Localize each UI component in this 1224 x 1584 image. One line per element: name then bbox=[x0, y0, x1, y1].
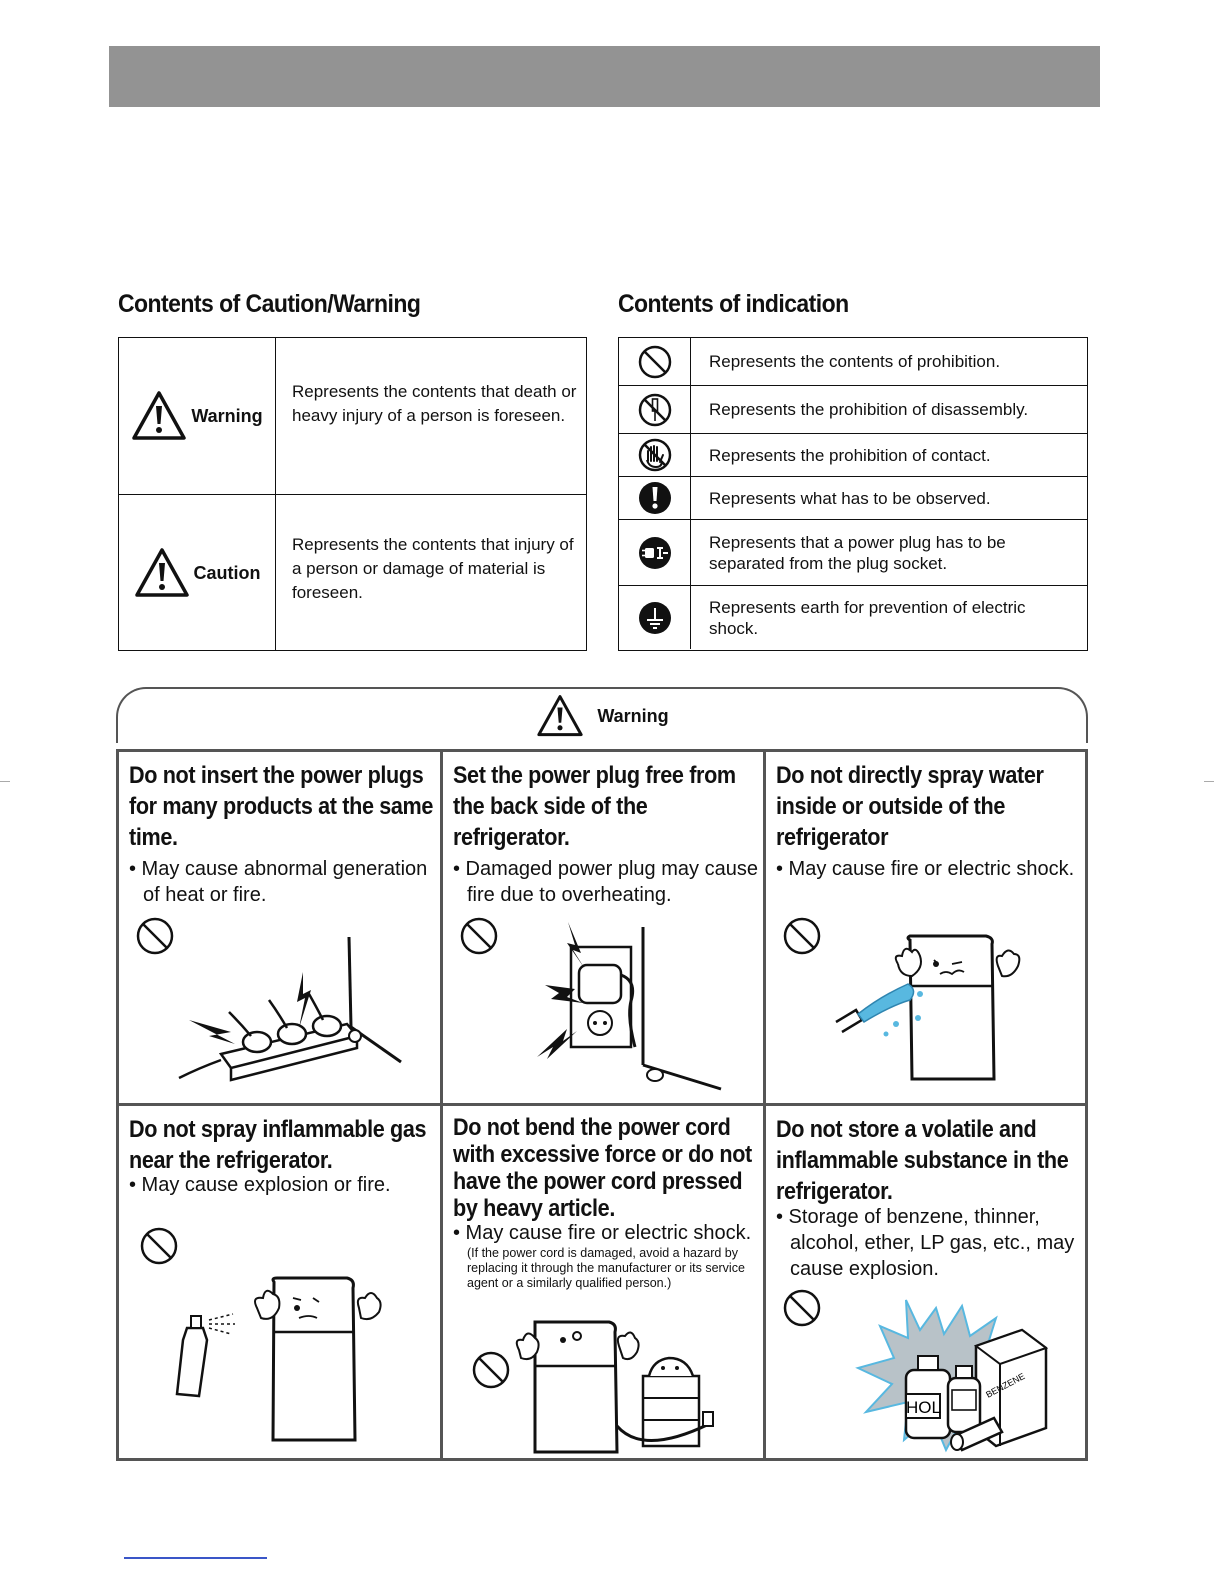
power-strip-illustration bbox=[169, 932, 434, 1092]
warning-cell-volatile-substance bbox=[766, 1106, 1085, 1458]
warning-title: Do not insert the power plugs for many products at the same time. bbox=[129, 762, 434, 851]
benzene-label: BENZENE bbox=[984, 1370, 1027, 1400]
indication-row bbox=[619, 434, 1087, 477]
caution-label: Caution bbox=[193, 562, 261, 583]
indication-row bbox=[619, 477, 1087, 520]
indication-row bbox=[619, 586, 1087, 649]
warning-body: • Damaged power plug may cause fire due to overheating. bbox=[453, 858, 758, 906]
prohibition-icon bbox=[782, 1288, 822, 1328]
warning-body: • May cause fire or electric shock. bbox=[776, 858, 1075, 880]
indication-text: Represents that a power plug has to be separated from the plug socket. bbox=[709, 532, 1006, 573]
alcohol-label: HOL bbox=[906, 1398, 941, 1417]
warning-description: Represents the contents that death or heavy injury of a person is foreseen. bbox=[292, 382, 577, 425]
must-observe-icon bbox=[637, 480, 673, 516]
indication-row bbox=[619, 338, 1087, 386]
indication-text: Represents the contents of prohibition. bbox=[709, 352, 1001, 371]
warning-triangle-icon bbox=[131, 390, 187, 442]
footer-underline bbox=[124, 1557, 267, 1559]
indication-section-title: Contents of indication bbox=[618, 290, 849, 318]
warning-label: Warning bbox=[191, 405, 263, 426]
indication-row bbox=[619, 386, 1087, 434]
warning-cell-power-cord bbox=[443, 1106, 763, 1458]
caution-triangle-icon bbox=[134, 547, 190, 599]
warning-cell-plug-back bbox=[443, 752, 763, 1103]
water-spray-illustration bbox=[826, 924, 1076, 1084]
prohibition-icon bbox=[459, 916, 499, 956]
power-cord-illustration bbox=[513, 1306, 753, 1456]
warning-title: Do not store a volatile and inflammable substance in the refrigerator. bbox=[776, 1116, 1069, 1205]
warning-body: • Storage of benzene, thinner, alcohol, ether, LP gas, etc., may cause explosion. bbox=[776, 1206, 1075, 1280]
warning-row bbox=[119, 338, 586, 494]
caution-description: Represents the contents that injury of a person or damage of material is foreseen. bbox=[292, 535, 574, 602]
caution-row bbox=[119, 494, 586, 651]
warning-cell-multi-plug bbox=[119, 752, 440, 1103]
warning-title: Do not directly spray water inside or outside of the refrigerator bbox=[776, 762, 1044, 851]
warning-body: • May cause fire or electric shock. (If the power cord is damaged, avoid a hazard by replacing it through the manufacturer or its service agent or a similarly qualified person.) bbox=[453, 1220, 763, 1291]
indication-text: Represents the prohibition of contact. bbox=[709, 445, 991, 465]
indication-text: Represents what has to be observed. bbox=[709, 488, 991, 508]
indication-text: Represents earth for prevention of electric shock. bbox=[709, 597, 1026, 638]
no-disassembly-icon bbox=[637, 392, 673, 428]
warnings-grid bbox=[116, 749, 1088, 1461]
header-bar bbox=[109, 46, 1100, 107]
volatile-substances-illustration bbox=[846, 1290, 1074, 1456]
warning-title: Do not spray inflammable gas near the refrigerator. bbox=[129, 1116, 427, 1174]
prohibition-icon bbox=[637, 344, 673, 380]
warning-cell-inflammable-gas bbox=[119, 1106, 440, 1458]
warning-banner-label: Warning bbox=[597, 705, 669, 726]
prohibition-icon bbox=[782, 916, 822, 956]
indication-row bbox=[619, 520, 1087, 586]
warning-title: Do not bend the power cord with excessive force or do not have the power cord pressed by heavy article. bbox=[453, 1114, 752, 1222]
indication-table bbox=[618, 337, 1088, 651]
warning-body: • May cause explosion or fire. bbox=[129, 1174, 391, 1196]
gas-spray-illustration bbox=[169, 1268, 434, 1448]
crop-mark bbox=[0, 781, 10, 782]
warning-triangle-icon bbox=[535, 694, 585, 738]
warning-banner bbox=[116, 687, 1088, 743]
indication-text: Represents the prohibition of disassembly. bbox=[709, 400, 1029, 419]
unplug-icon bbox=[637, 535, 673, 571]
caution-warning-table bbox=[118, 337, 587, 651]
no-contact-icon bbox=[637, 437, 673, 473]
warning-title: Set the power plug free from the back side of the refrigerator. bbox=[453, 762, 736, 851]
crop-mark bbox=[1204, 781, 1214, 782]
prohibition-icon bbox=[139, 1226, 179, 1266]
earth-icon bbox=[637, 600, 673, 636]
warning-cell-water-spray bbox=[766, 752, 1085, 1103]
warning-note: (If the power cord is damaged, avoid a hazard by replacing it through the manufacturer or its service agent or a similarly qualified person.) bbox=[467, 1246, 745, 1290]
wall-plug-illustration bbox=[523, 917, 753, 1097]
caution-section-title: Contents of Caution/Warning bbox=[118, 290, 421, 318]
prohibition-icon bbox=[471, 1350, 511, 1390]
warning-body: • May cause abnormal generation of heat or fire. bbox=[129, 858, 428, 906]
